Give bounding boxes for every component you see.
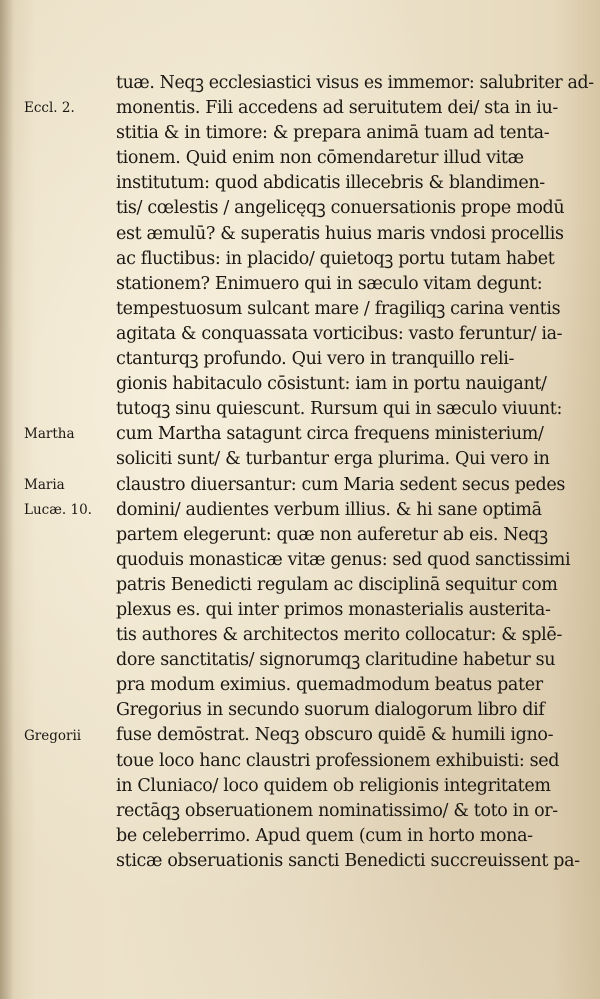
page-fold-shadow — [0, 0, 14, 999]
text-line: dore sanctitatis/ signorumqꝫ claritudine habetur su — [116, 650, 556, 671]
text-line: institutum: quod abdicatis illecebris & blandimen- — [116, 173, 545, 194]
text-line: be celeberrimo. Apud quem (cum in horto mona- — [116, 825, 533, 846]
text-line: quoduis monasticæ vitæ genus: sed quod sanctissimi — [116, 549, 571, 570]
text-line: monentis. Fili accedens ad seruitutem dei/ sta in iu- — [116, 98, 558, 119]
text-line: tutoqꝫ sinu quiescunt. Rursum qui in sæculo viuunt: — [116, 399, 563, 420]
text-line: patris Benedicti regulam ac disciplinā sequitur com — [116, 574, 558, 595]
text-line: stitia & in timore: & prepara animā tuam ad tenta- — [116, 123, 550, 144]
text-line: agitata & conquassata vorticibus: vasto feruntur/ ia- — [116, 323, 563, 344]
margin-note: Eccl. 2. — [24, 100, 75, 117]
margin-note: Lucæ. 10. — [24, 501, 92, 518]
text-line: est æmulū? & superatis huius maris vndosi procellis — [116, 223, 564, 244]
text-line: rectāqꝫ obseruationem nominatissimo/ & toto in or- — [116, 800, 558, 821]
text-line: tuæ. Neqꝫ ecclesiastici visus es immemor: salubriter ad- — [116, 73, 594, 93]
margin-note: Martha — [24, 426, 75, 443]
text-line: cum Martha satagunt circa frequens ministerium/ — [116, 424, 544, 445]
text-line: tempestuosum sulcant mare / fragiliqꝫ carina ventis — [116, 298, 561, 319]
text-line: Gregorius in secundo suorum dialogorum libro dif — [116, 700, 545, 721]
text-line: domini/ audientes verbum illius. & hi sane optimā — [116, 499, 542, 520]
margin-note: Gregorii — [24, 727, 82, 744]
text-line: tionem. Quid enim non cōmendaretur illud vitæ — [116, 148, 524, 169]
text-line: ac fluctibus: in placido/ quietoqꝫ portu tutam habet — [116, 248, 555, 269]
text-line: ctanturqꝫ profundo. Qui vero in tranquillo reli- — [116, 349, 515, 370]
text-line: in Cluniaco/ loco quidem ob religionis integritatem — [116, 775, 551, 796]
text-line: fuse demōstrat. Neqꝫ obscuro quidē & humili igno- — [116, 725, 554, 746]
text-line: claustro diuersantur: cum Maria sedent secus pedes — [116, 474, 566, 495]
text-line: partem elegerunt: quæ non auferetur ab eis. Neqꝫ — [116, 524, 548, 545]
body-text — [116, 71, 596, 874]
text-line: gionis habitaculo cōsistunt: iam in portu nauigant/ — [116, 374, 547, 395]
text-line: plexus es. qui inter primos monasterialis austerita- — [116, 599, 551, 620]
margin-note: Maria — [24, 476, 65, 493]
text-line: soliciti sunt/ & turbantur erga plurima. Qui vero in — [116, 449, 550, 470]
text-line: stationem? Enimuero qui in sæculo vitam degunt: — [116, 273, 543, 294]
text-line: toue loco hanc claustri professionem exhibuisti: sed — [116, 750, 560, 771]
text-line: pra modum eximius. quemadmodum beatus pater — [116, 675, 543, 696]
text-line: tis/ cœlestis / angelicęqꝫ conuersationis prope modū — [116, 198, 565, 219]
text-line: sticæ obseruationis sancti Benedicti succreuissent pa- — [116, 850, 580, 871]
text-line: tis authores & architectos merito collocatur: & splē- — [116, 625, 563, 646]
